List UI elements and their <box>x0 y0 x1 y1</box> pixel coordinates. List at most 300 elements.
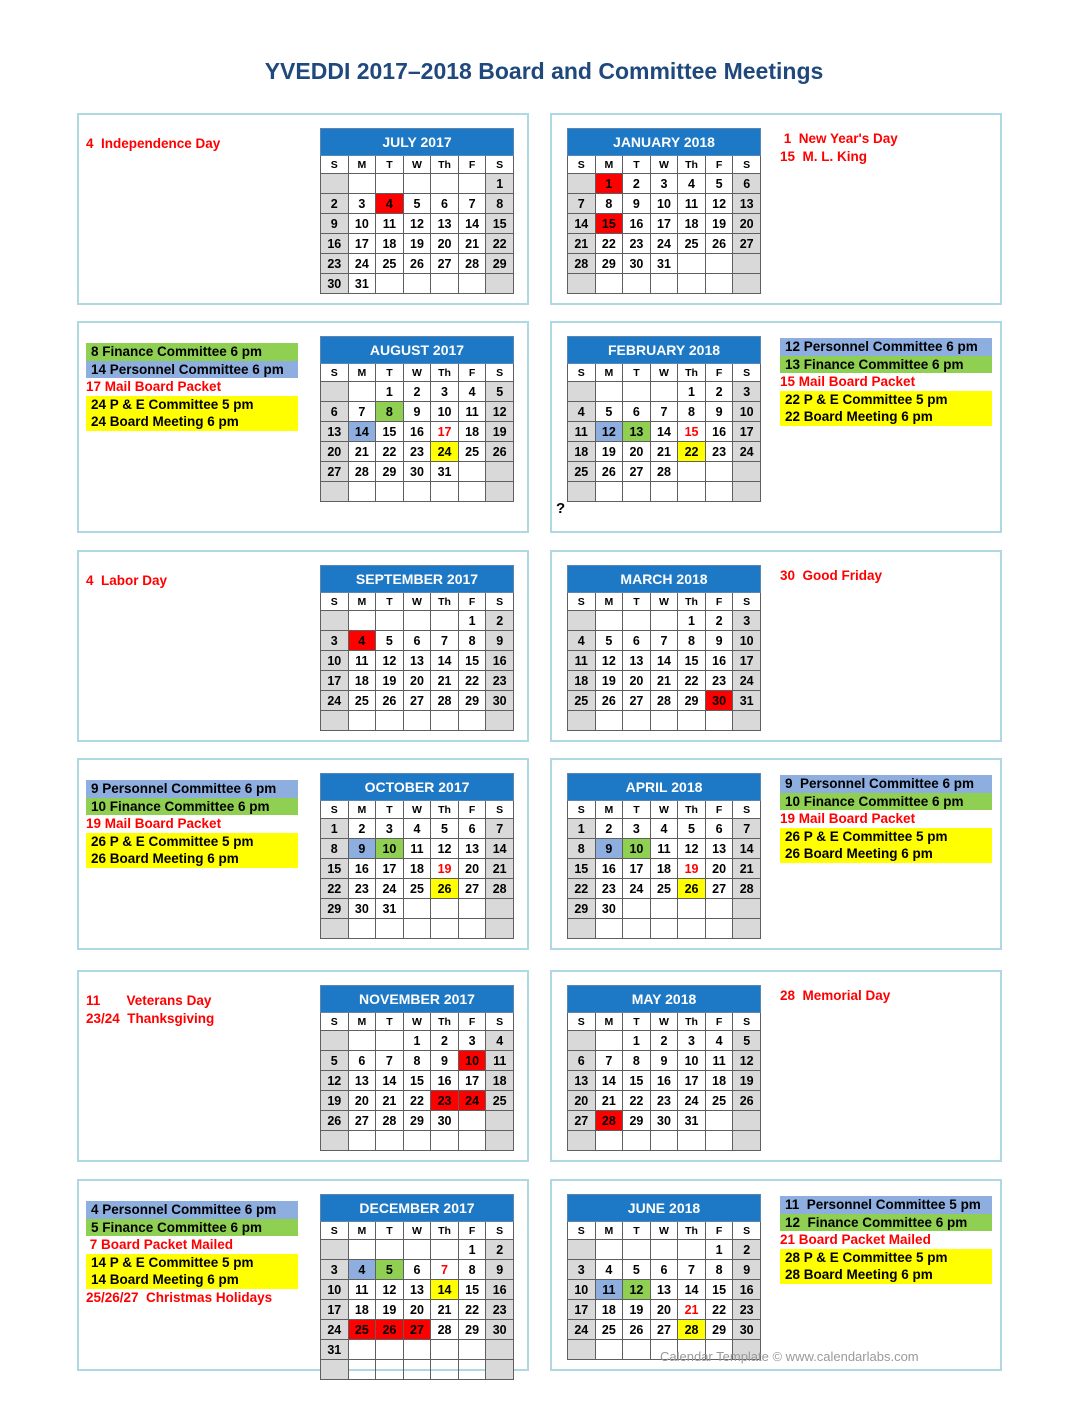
day-cell: 18 <box>486 1071 514 1091</box>
weekday-label: F <box>705 364 733 382</box>
day-cell <box>348 482 376 502</box>
day-cell: 2 <box>486 1240 514 1260</box>
day-cell: 18 <box>568 442 596 462</box>
day-cell: 21 <box>431 671 459 691</box>
month-header: JULY 2017 <box>321 129 514 156</box>
day-cell: 20 <box>705 859 733 879</box>
day-cell: 31 <box>650 254 678 274</box>
day-cell: 13 <box>403 651 431 671</box>
weekday-label: M <box>348 156 376 174</box>
month-header: OCTOBER 2017 <box>321 774 514 801</box>
weekday-label: W <box>650 593 678 611</box>
day-cell: 24 <box>568 1320 596 1340</box>
event-note: 9 Personnel Committee 6 pm <box>780 775 992 793</box>
day-cell: 22 <box>486 234 514 254</box>
day-cell: 30 <box>486 1320 514 1340</box>
day-cell: 20 <box>650 1300 678 1320</box>
day-cell: 10 <box>321 1280 349 1300</box>
day-cell <box>403 1240 431 1260</box>
day-cell: 17 <box>321 1300 349 1320</box>
month-header: FEBRUARY 2018 <box>568 337 761 364</box>
day-cell: 25 <box>348 691 376 711</box>
day-cell: 11 <box>348 1280 376 1300</box>
event-notes <box>780 1196 992 1284</box>
day-cell <box>321 1240 349 1260</box>
day-cell: 8 <box>486 194 514 214</box>
day-cell: 20 <box>733 214 761 234</box>
event-note: 9 Personnel Committee 6 pm <box>86 780 298 798</box>
day-cell: 13 <box>403 1280 431 1300</box>
day-cell: 28 <box>678 1320 706 1340</box>
day-cell <box>376 1360 404 1380</box>
day-cell: 2 <box>650 1031 678 1051</box>
event-note: 19 Mail Board Packet <box>780 811 916 826</box>
day-cell: 5 <box>376 631 404 651</box>
event-note: 15 Mail Board Packet <box>780 374 916 389</box>
event-notes <box>86 343 298 431</box>
weekday-label: S <box>733 364 761 382</box>
day-cell: 13 <box>705 839 733 859</box>
month-panel-february-2018 <box>550 321 1002 533</box>
month-header: MARCH 2018 <box>568 566 761 593</box>
day-cell: 19 <box>595 671 623 691</box>
day-cell: 16 <box>705 651 733 671</box>
day-cell <box>733 274 761 294</box>
day-cell: 26 <box>595 691 623 711</box>
day-cell: 6 <box>403 631 431 651</box>
day-cell: 17 <box>678 1071 706 1091</box>
day-cell: 16 <box>595 859 623 879</box>
day-cell <box>376 174 404 194</box>
day-cell <box>623 1340 651 1360</box>
day-cell: 6 <box>321 402 349 422</box>
day-cell <box>568 174 596 194</box>
day-cell <box>376 482 404 502</box>
day-cell: 27 <box>458 879 486 899</box>
day-cell: 9 <box>705 631 733 651</box>
day-cell: 19 <box>705 214 733 234</box>
day-cell: 13 <box>568 1071 596 1091</box>
day-cell: 8 <box>678 631 706 651</box>
day-cell: 5 <box>678 819 706 839</box>
event-note: 13 Finance Committee 6 pm <box>780 356 992 374</box>
day-cell: 22 <box>705 1300 733 1320</box>
day-cell: 24 <box>650 234 678 254</box>
day-cell: 26 <box>623 1320 651 1340</box>
day-cell: 3 <box>348 194 376 214</box>
day-cell: 27 <box>623 691 651 711</box>
weekday-label: S <box>568 1222 596 1240</box>
day-cell: 17 <box>733 651 761 671</box>
day-cell <box>568 274 596 294</box>
day-cell: 3 <box>650 174 678 194</box>
weekday-label: F <box>458 1013 486 1031</box>
day-cell: 16 <box>348 859 376 879</box>
day-cell: 2 <box>403 382 431 402</box>
weekday-label: S <box>321 1222 349 1240</box>
day-cell: 16 <box>733 1280 761 1300</box>
weekday-label: F <box>705 156 733 174</box>
event-note: 12 Personnel Committee 6 pm <box>780 338 992 356</box>
day-cell <box>705 1131 733 1151</box>
day-cell: 31 <box>348 274 376 294</box>
day-cell: 10 <box>678 1051 706 1071</box>
day-cell: 14 <box>568 214 596 234</box>
day-cell <box>431 1360 459 1380</box>
day-cell: 19 <box>376 671 404 691</box>
day-cell <box>705 919 733 939</box>
day-cell: 19 <box>678 859 706 879</box>
day-cell <box>568 382 596 402</box>
weekday-label: Th <box>431 801 459 819</box>
day-cell <box>431 899 459 919</box>
day-cell: 25 <box>705 1091 733 1111</box>
day-cell: 15 <box>486 214 514 234</box>
day-cell: 25 <box>458 442 486 462</box>
day-cell <box>431 1340 459 1360</box>
month-panel-november-2017 <box>77 970 529 1162</box>
day-cell: 22 <box>678 442 706 462</box>
day-cell: 1 <box>458 1240 486 1260</box>
event-note: 14 Personnel Committee 6 pm <box>86 361 298 379</box>
day-cell <box>403 919 431 939</box>
event-note: 26 P & E Committee 5 pm <box>86 833 298 851</box>
day-cell: 3 <box>458 1031 486 1051</box>
day-cell: 15 <box>458 1280 486 1300</box>
day-cell: 28 <box>595 1111 623 1131</box>
day-cell: 11 <box>348 651 376 671</box>
day-cell: 20 <box>623 671 651 691</box>
weekday-label: S <box>568 156 596 174</box>
day-cell: 14 <box>650 651 678 671</box>
day-cell: 30 <box>705 691 733 711</box>
day-cell: 10 <box>733 631 761 651</box>
month-calendar <box>567 336 761 502</box>
day-cell: 7 <box>348 402 376 422</box>
day-cell <box>431 482 459 502</box>
weekday-label: S <box>321 156 349 174</box>
day-cell: 26 <box>486 442 514 462</box>
day-cell <box>733 1111 761 1131</box>
day-cell: 31 <box>321 1340 349 1360</box>
day-cell: 3 <box>321 631 349 651</box>
day-cell <box>623 274 651 294</box>
day-cell <box>458 482 486 502</box>
month-panel-may-2018 <box>550 970 1002 1162</box>
weekday-label: S <box>321 364 349 382</box>
day-cell <box>431 919 459 939</box>
weekday-label: F <box>458 801 486 819</box>
day-cell: 20 <box>623 442 651 462</box>
day-cell: 15 <box>623 1071 651 1091</box>
day-cell <box>321 711 349 731</box>
day-cell: 2 <box>431 1031 459 1051</box>
event-note: 19 Mail Board Packet <box>86 816 222 831</box>
day-cell <box>595 274 623 294</box>
day-cell: 24 <box>348 254 376 274</box>
day-cell: 16 <box>650 1071 678 1091</box>
day-cell <box>733 1131 761 1151</box>
weekday-label: M <box>595 801 623 819</box>
day-cell: 4 <box>376 194 404 214</box>
day-cell <box>348 711 376 731</box>
weekday-label: M <box>595 593 623 611</box>
day-cell <box>486 482 514 502</box>
day-cell: 1 <box>595 174 623 194</box>
weekday-label: M <box>348 801 376 819</box>
day-cell <box>595 919 623 939</box>
day-cell <box>376 1031 404 1051</box>
day-cell: 1 <box>705 1240 733 1260</box>
day-cell: 16 <box>705 422 733 442</box>
day-cell: 15 <box>458 651 486 671</box>
day-cell <box>486 1111 514 1131</box>
weekday-label: T <box>376 364 404 382</box>
day-cell <box>705 899 733 919</box>
event-notes <box>780 987 992 1005</box>
day-cell <box>376 1240 404 1260</box>
day-cell: 17 <box>733 422 761 442</box>
day-cell: 11 <box>403 839 431 859</box>
day-cell: 7 <box>595 1051 623 1071</box>
day-cell: 26 <box>321 1111 349 1131</box>
weekday-label: W <box>403 156 431 174</box>
day-cell: 2 <box>348 819 376 839</box>
month-calendar <box>320 336 514 502</box>
day-cell: 8 <box>678 402 706 422</box>
day-cell <box>431 611 459 631</box>
event-note: 7 Board Packet Mailed <box>86 1237 234 1252</box>
weekday-label: W <box>403 364 431 382</box>
day-cell: 15 <box>595 214 623 234</box>
day-cell: 14 <box>486 839 514 859</box>
day-cell: 12 <box>486 402 514 422</box>
day-cell <box>678 919 706 939</box>
day-cell: 17 <box>376 859 404 879</box>
day-cell: 30 <box>486 691 514 711</box>
day-cell: 4 <box>348 1260 376 1280</box>
day-cell <box>733 462 761 482</box>
day-cell: 26 <box>376 691 404 711</box>
event-notes <box>86 1201 298 1306</box>
day-cell: 2 <box>321 194 349 214</box>
day-cell: 5 <box>733 1031 761 1051</box>
day-cell: 8 <box>458 631 486 651</box>
day-cell: 26 <box>733 1091 761 1111</box>
weekday-label: W <box>650 364 678 382</box>
day-cell: 9 <box>705 402 733 422</box>
weekday-label: T <box>623 1013 651 1031</box>
day-cell <box>376 274 404 294</box>
page-title: YVEDDI 2017–2018 Board and Committee Meetings <box>264 58 824 84</box>
day-cell: 10 <box>431 402 459 422</box>
day-cell: 2 <box>733 1240 761 1260</box>
weekday-label: M <box>348 593 376 611</box>
day-cell: 7 <box>376 1051 404 1071</box>
day-cell: 18 <box>348 671 376 691</box>
day-cell: 19 <box>733 1071 761 1091</box>
event-notes <box>86 780 298 868</box>
day-cell <box>321 611 349 631</box>
month-header: SEPTEMBER 2017 <box>321 566 514 593</box>
day-cell: 30 <box>403 462 431 482</box>
day-cell: 30 <box>431 1111 459 1131</box>
day-cell <box>650 899 678 919</box>
event-note: 4 Independence Day <box>86 136 221 151</box>
day-cell <box>376 711 404 731</box>
day-cell: 27 <box>348 1111 376 1131</box>
day-cell <box>650 611 678 631</box>
event-note: 4 Personnel Committee 6 pm <box>86 1201 298 1219</box>
day-cell: 4 <box>678 174 706 194</box>
day-cell: 5 <box>431 819 459 839</box>
month-header: MAY 2018 <box>568 986 761 1013</box>
day-cell: 7 <box>431 1260 459 1280</box>
event-note: 5 Finance Committee 6 pm <box>86 1219 298 1237</box>
day-cell: 3 <box>376 819 404 839</box>
weekday-label: Th <box>431 1013 459 1031</box>
day-cell <box>403 1360 431 1380</box>
day-cell: 8 <box>568 839 596 859</box>
day-cell <box>678 711 706 731</box>
day-cell: 15 <box>568 859 596 879</box>
weekday-label: T <box>623 1222 651 1240</box>
event-note: 4 Labor Day <box>86 573 168 588</box>
event-note: 28 Memorial Day <box>780 988 891 1003</box>
day-cell: 31 <box>678 1111 706 1131</box>
day-cell: 17 <box>650 214 678 234</box>
day-cell: 1 <box>486 174 514 194</box>
day-cell: 20 <box>348 1091 376 1111</box>
day-cell: 6 <box>568 1051 596 1071</box>
day-cell: 18 <box>376 234 404 254</box>
day-cell: 6 <box>348 1051 376 1071</box>
day-cell <box>623 1131 651 1151</box>
day-cell: 29 <box>321 899 349 919</box>
day-cell: 7 <box>650 631 678 651</box>
event-note: 11 Veterans Day <box>86 993 212 1008</box>
day-cell: 25 <box>568 691 596 711</box>
month-calendar <box>567 1194 761 1360</box>
day-cell: 8 <box>458 1260 486 1280</box>
day-cell <box>376 1340 404 1360</box>
weekday-label: W <box>650 156 678 174</box>
day-cell: 4 <box>705 1031 733 1051</box>
day-cell: 19 <box>321 1091 349 1111</box>
weekday-label: F <box>705 593 733 611</box>
event-note: 15 M. L. King <box>780 148 868 164</box>
day-cell <box>431 1131 459 1151</box>
weekday-label: S <box>733 1222 761 1240</box>
weekday-label: M <box>348 1222 376 1240</box>
day-cell: 22 <box>321 879 349 899</box>
day-cell: 9 <box>486 1260 514 1280</box>
day-cell <box>321 174 349 194</box>
day-cell: 1 <box>458 611 486 631</box>
day-cell: 12 <box>595 422 623 442</box>
day-cell <box>458 274 486 294</box>
weekday-label: F <box>705 1013 733 1031</box>
event-note: 14 P & E Committee 5 pm <box>86 1254 298 1272</box>
day-cell: 9 <box>650 1051 678 1071</box>
day-cell: 16 <box>321 234 349 254</box>
day-cell: 22 <box>376 442 404 462</box>
day-cell: 26 <box>403 254 431 274</box>
day-cell: 21 <box>568 234 596 254</box>
day-cell: 7 <box>458 194 486 214</box>
weekday-label: S <box>486 1013 514 1031</box>
day-cell <box>595 1131 623 1151</box>
day-cell: 14 <box>650 422 678 442</box>
weekday-label: T <box>376 156 404 174</box>
day-cell <box>705 462 733 482</box>
day-cell: 18 <box>568 671 596 691</box>
weekday-label: Th <box>678 593 706 611</box>
day-cell: 3 <box>321 1260 349 1280</box>
weekday-label: M <box>595 364 623 382</box>
day-cell <box>348 174 376 194</box>
weekday-label: S <box>568 593 596 611</box>
day-cell: 1 <box>403 1031 431 1051</box>
day-cell <box>733 899 761 919</box>
month-calendar <box>320 773 514 939</box>
day-cell <box>623 1240 651 1260</box>
weekday-label: S <box>486 364 514 382</box>
day-cell: 18 <box>595 1300 623 1320</box>
day-cell: 3 <box>431 382 459 402</box>
weekday-label: S <box>321 801 349 819</box>
day-cell: 12 <box>403 214 431 234</box>
day-cell: 24 <box>733 442 761 462</box>
day-cell: 28 <box>568 254 596 274</box>
day-cell: 9 <box>733 1260 761 1280</box>
day-cell <box>650 711 678 731</box>
day-cell <box>348 919 376 939</box>
weekday-label: T <box>376 1222 404 1240</box>
day-cell: 28 <box>650 462 678 482</box>
event-note: 10 Finance Committee 6 pm <box>86 798 298 816</box>
day-cell: 22 <box>568 879 596 899</box>
day-cell <box>650 382 678 402</box>
day-cell <box>458 1340 486 1360</box>
day-cell: 23 <box>486 671 514 691</box>
day-cell: 4 <box>348 631 376 651</box>
weekday-label: S <box>486 156 514 174</box>
day-cell: 11 <box>568 422 596 442</box>
weekday-label: S <box>568 1013 596 1031</box>
event-notes <box>780 130 992 165</box>
day-cell: 30 <box>623 254 651 274</box>
day-cell: 7 <box>431 631 459 651</box>
event-note: 24 P & E Committee 5 pm <box>86 396 298 414</box>
month-calendar <box>567 128 761 294</box>
weekday-label: S <box>321 1013 349 1031</box>
day-cell <box>486 711 514 731</box>
day-cell: 13 <box>733 194 761 214</box>
day-cell: 18 <box>650 859 678 879</box>
day-cell: 29 <box>678 691 706 711</box>
day-cell: 26 <box>376 1320 404 1340</box>
weekday-label: Th <box>678 364 706 382</box>
month-panel-june-2018 <box>550 1179 1002 1371</box>
day-cell: 27 <box>705 879 733 899</box>
day-cell <box>458 711 486 731</box>
weekday-label: Th <box>431 1222 459 1240</box>
day-cell <box>623 611 651 631</box>
day-cell: 9 <box>595 839 623 859</box>
day-cell <box>678 1240 706 1260</box>
day-cell: 13 <box>458 839 486 859</box>
